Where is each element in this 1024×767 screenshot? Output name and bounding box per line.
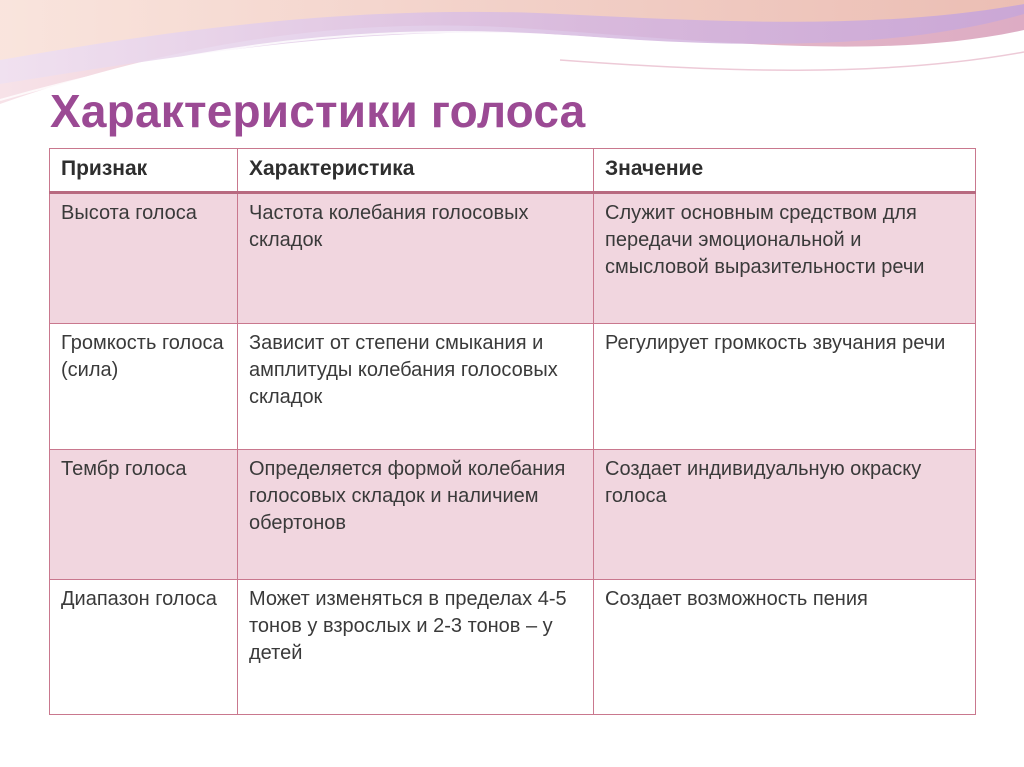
cell-meaning: Служит основным средством для передачи эмоциональной и смысловой выразительности речи xyxy=(594,193,976,324)
cell-feature: Высота голоса xyxy=(50,193,238,324)
table-row xyxy=(50,193,976,324)
cell-feature: Громкость голоса (сила) xyxy=(50,324,238,450)
cell-meaning: Создает возможность пения xyxy=(594,580,976,715)
table-row xyxy=(50,324,976,450)
cell-meaning: Регулирует громкость звучания речи xyxy=(594,324,976,450)
cell-characteristic: Может изменяться в пределах 4-5 тонов у взрослых и 2-3 тонов – у детей xyxy=(238,580,594,715)
table-header-row xyxy=(50,149,976,193)
page-title: Характеристики голоса xyxy=(50,85,586,137)
cell-feature: Тембр голоса xyxy=(50,450,238,580)
header-feature: Признак xyxy=(50,149,238,193)
table-row xyxy=(50,450,976,580)
header-characteristic: Характеристика xyxy=(238,149,594,193)
header-meaning: Значение xyxy=(594,149,976,193)
table-row xyxy=(50,580,976,715)
voice-characteristics-table xyxy=(49,148,976,715)
cell-meaning: Создает индивидуальную окраску голоса xyxy=(594,450,976,580)
wave-line-2 xyxy=(560,52,1024,70)
cell-feature: Диапазон голоса xyxy=(50,580,238,715)
cell-characteristic: Зависит от степени смыкания и амплитуды колебания голосовых складок xyxy=(238,324,594,450)
cell-characteristic: Определяется формой колебания голосовых складок и наличием обертонов xyxy=(238,450,594,580)
cell-characteristic: Частота колебания голосовых складок xyxy=(238,193,594,324)
